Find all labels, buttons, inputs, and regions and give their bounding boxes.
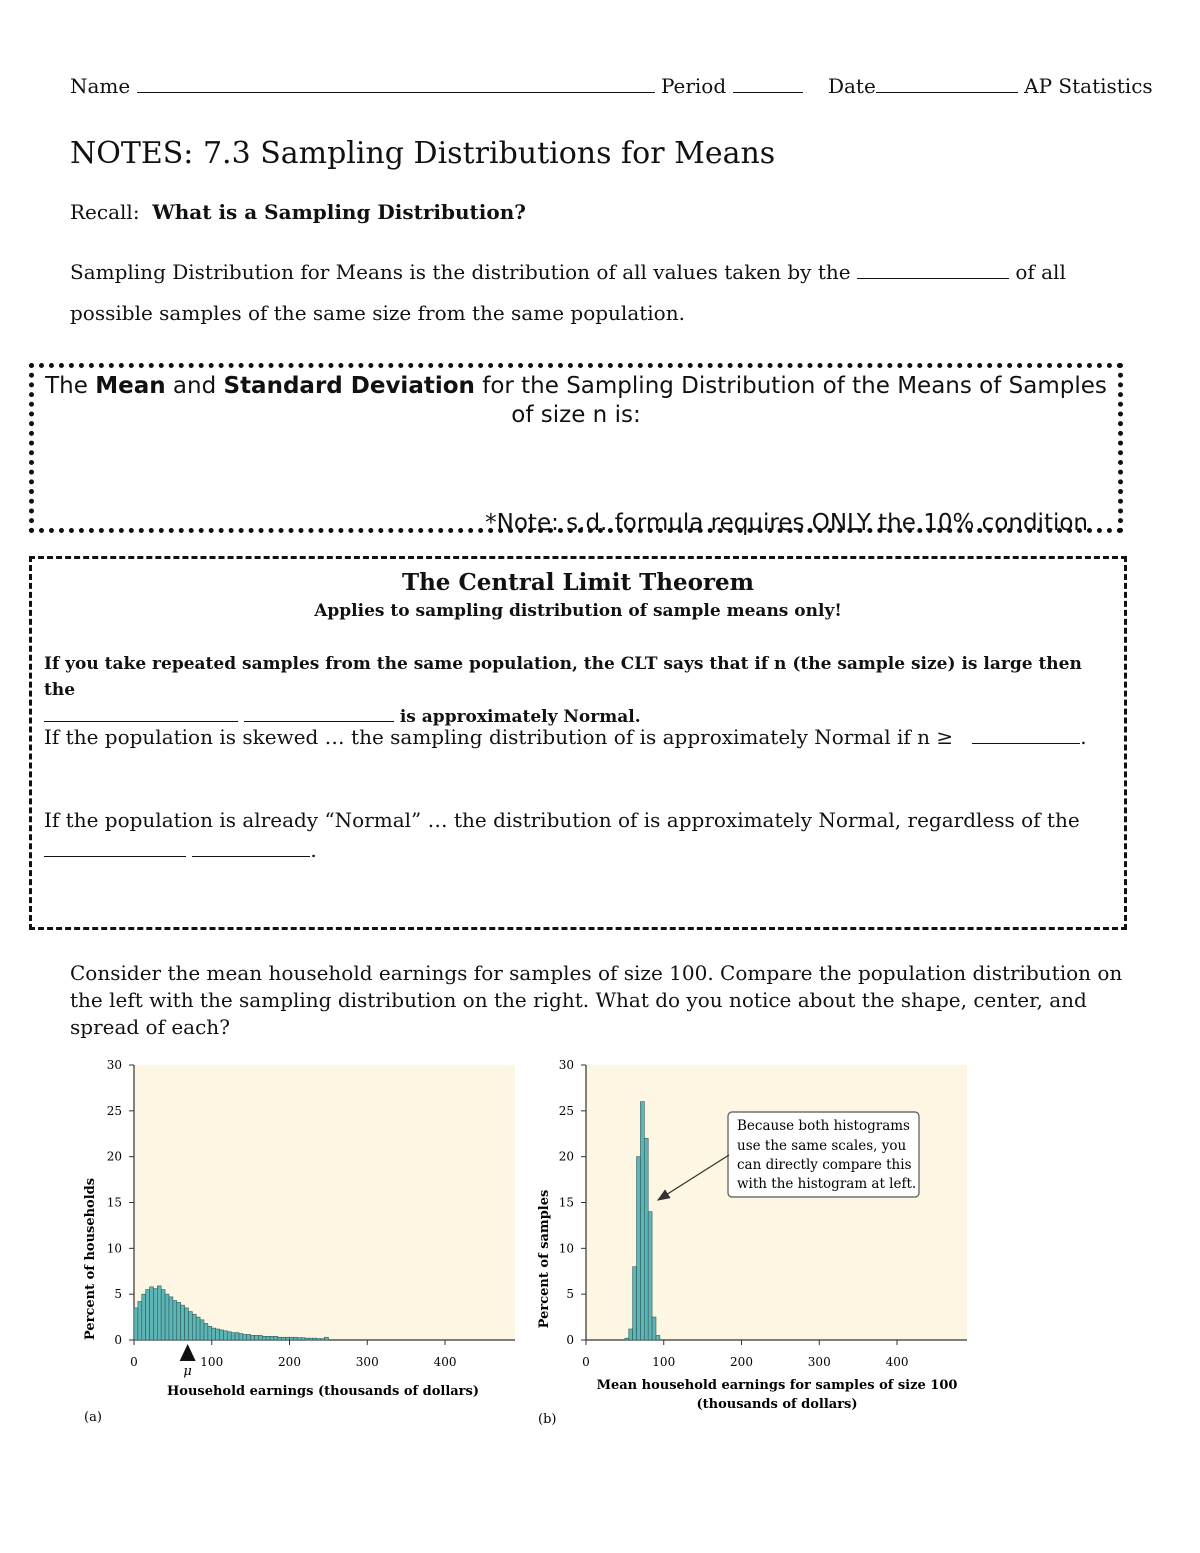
clt-normal-text: If the population is already “Normal” … the distribution of is approximately Normal, regardless of the xyxy=(44,808,1080,832)
histogram-bar xyxy=(633,1267,637,1340)
clt-blank-2[interactable] xyxy=(244,703,394,722)
x-tick-label: 100 xyxy=(200,1355,224,1369)
histogram-bar xyxy=(157,1286,161,1340)
x-tick-label: 400 xyxy=(885,1355,909,1369)
histogram-bar xyxy=(286,1337,290,1340)
panel-b-xlabel-line1: Mean household earnings for samples of size 100 xyxy=(596,1378,958,1393)
histogram-bar xyxy=(227,1332,231,1340)
clt-box xyxy=(29,556,1127,930)
panel-a-x-ticks xyxy=(130,1340,456,1369)
histogram-bar xyxy=(309,1338,313,1340)
histogram-bar xyxy=(262,1336,266,1340)
histogram-bar xyxy=(235,1333,239,1340)
y-tick-label: 0 xyxy=(114,1333,122,1347)
mean-sd-text-b: and xyxy=(165,373,224,399)
page-title: NOTES: 7.3 Sampling Distributions for Means xyxy=(70,136,776,171)
histogram-bar xyxy=(185,1308,189,1340)
histograms-figure xyxy=(0,1055,1200,1435)
clt-statement-start: If you take repeated samples from the same population, the CLT says that if n (the sample size) is large then the xyxy=(44,654,1082,700)
histogram-sampling xyxy=(537,1058,967,1427)
histogram-bar xyxy=(625,1338,629,1340)
histogram-bar xyxy=(251,1335,255,1340)
histogram-bar xyxy=(270,1336,274,1340)
panel-a-y-ticks xyxy=(107,1058,134,1347)
recall-line xyxy=(70,200,526,224)
clt-statement xyxy=(44,651,1104,730)
histogram-bar xyxy=(165,1294,169,1340)
mean-marker-icon xyxy=(180,1344,196,1361)
histogram-bar xyxy=(637,1157,641,1340)
recall-question: What is a Sampling Distribution? xyxy=(152,200,526,224)
histogram-bar xyxy=(169,1297,173,1340)
histogram-bar xyxy=(220,1330,224,1340)
x-tick-label: 300 xyxy=(807,1355,831,1369)
x-tick-label: 400 xyxy=(433,1355,457,1369)
definition-paragraph xyxy=(70,252,1130,334)
histogram-bar xyxy=(656,1335,660,1340)
histogram-bar xyxy=(313,1338,317,1340)
clt-subtitle: Applies to sampling distribution of sample means only! xyxy=(314,601,842,621)
definition-part1: Sampling Distribution for Means is the distribution of all values taken by the xyxy=(70,260,851,284)
histogram-bar xyxy=(134,1308,138,1340)
histogram-bar xyxy=(231,1333,235,1340)
clt-skewed-end: . xyxy=(1080,725,1087,749)
histogram-bar xyxy=(274,1336,278,1340)
histogram-bar xyxy=(223,1331,227,1340)
clt-skewed-text: If the population is skewed … the sampling distribution of is approximately Normal if n ≥ xyxy=(44,725,954,749)
histogram-bar xyxy=(293,1337,297,1340)
panel-b-y-ticks xyxy=(559,1058,586,1347)
date-label: Date xyxy=(827,74,876,98)
x-tick-label: 200 xyxy=(730,1355,753,1369)
mean-marker-label: μ xyxy=(183,1364,192,1379)
y-tick-label: 15 xyxy=(558,1195,574,1210)
panel-b-label: (b) xyxy=(538,1412,557,1427)
histogram-bar xyxy=(138,1302,142,1341)
histogram-population xyxy=(83,1058,515,1425)
clt-normal-blank-1[interactable] xyxy=(44,838,186,857)
mean-sd-text-a: The xyxy=(45,373,96,399)
y-tick-label: 30 xyxy=(106,1058,122,1072)
histogram-bar xyxy=(173,1301,177,1340)
annotation-line-3: can directly compare this xyxy=(737,1157,912,1173)
clt-skewed-line xyxy=(44,725,1087,749)
histogram-bar xyxy=(266,1336,270,1340)
y-tick-label: 20 xyxy=(106,1149,122,1164)
mean-sd-text-c: for the Sampling Distribution of the Means of Samples of size n is: xyxy=(474,373,1107,428)
y-tick-label: 30 xyxy=(558,1058,574,1072)
annotation-line-4: with the histogram at left. xyxy=(737,1176,917,1192)
histogram-bar xyxy=(305,1338,309,1340)
course-label: AP Statistics xyxy=(1024,74,1153,98)
clt-normal-end: . xyxy=(310,838,317,862)
period-label: Period xyxy=(660,74,727,98)
histogram-bar xyxy=(177,1302,181,1340)
histogram-bar xyxy=(321,1339,325,1340)
histogram-bar xyxy=(204,1324,208,1341)
histogram-bar xyxy=(150,1287,154,1340)
histogram-bar xyxy=(640,1102,644,1340)
histogram-bar xyxy=(188,1312,192,1340)
y-tick-label: 25 xyxy=(106,1103,122,1118)
y-tick-label: 25 xyxy=(558,1103,574,1118)
y-tick-label: 15 xyxy=(106,1195,122,1210)
x-tick-label: 300 xyxy=(355,1355,379,1369)
mean-sd-box xyxy=(29,363,1123,536)
panel-b-ylabel: Percent of samples xyxy=(537,1189,552,1329)
clt-normal-blank-2[interactable] xyxy=(192,838,310,857)
clt-statement-end: is approximately Normal. xyxy=(399,707,641,727)
histogram-bar xyxy=(142,1294,146,1340)
clt-blank-1[interactable] xyxy=(44,703,238,722)
y-tick-label: 0 xyxy=(566,1333,574,1347)
panel-a-label: (a) xyxy=(84,1410,102,1425)
recall-label: Recall: xyxy=(70,200,140,224)
consider-paragraph: Consider the mean household earnings for samples of size 100. Compare the population distribution on the left with the sampling distribution on the right. What do you notice about the shape, center, and spread of each? xyxy=(70,961,1123,1039)
annotation-line-1: Because both histograms xyxy=(737,1118,910,1134)
annotation-line-2: use the same scales, you xyxy=(737,1138,907,1154)
x-tick-label: 0 xyxy=(582,1355,590,1369)
histogram-bar xyxy=(278,1337,282,1340)
histogram-bar xyxy=(243,1335,247,1341)
mean-sd-bold-mean: Mean xyxy=(95,373,166,399)
histogram-bar xyxy=(258,1335,262,1340)
definition-blank[interactable] xyxy=(857,260,1009,279)
panel-a-ylabel: Percent of households xyxy=(83,1177,98,1341)
name-label: Name xyxy=(70,74,131,98)
date-field[interactable] xyxy=(876,74,1018,93)
histogram-bar xyxy=(629,1329,633,1340)
definition-part2: of all possible samples of the same size from the same population. xyxy=(70,260,1066,325)
mean-sd-heading xyxy=(34,372,1118,430)
histogram-bar xyxy=(644,1138,648,1340)
histogram-bar xyxy=(290,1337,294,1340)
name-field[interactable] xyxy=(137,74,655,93)
y-tick-label: 10 xyxy=(558,1241,574,1256)
histogram-bar xyxy=(153,1289,157,1340)
histogram-bar xyxy=(255,1335,259,1340)
sd-note: *Note: s.d. formula requires ONLY the 10% condition xyxy=(485,510,1088,536)
histogram-bar xyxy=(212,1328,216,1340)
histogram-bar xyxy=(325,1337,329,1340)
histogram-bar xyxy=(301,1338,305,1340)
clt-skewed-blank[interactable] xyxy=(972,725,1080,744)
histogram-bar xyxy=(648,1212,652,1340)
x-tick-label: 0 xyxy=(130,1355,138,1369)
histogram-bar xyxy=(146,1290,150,1340)
histogram-bar xyxy=(297,1338,301,1340)
y-tick-label: 5 xyxy=(566,1287,574,1302)
histogram-bar xyxy=(247,1335,251,1341)
y-tick-label: 5 xyxy=(114,1287,122,1302)
histogram-bar xyxy=(652,1317,656,1340)
x-tick-label: 200 xyxy=(278,1355,301,1369)
histogram-bar xyxy=(208,1326,212,1340)
mean-sd-bold-sd: Standard Deviation xyxy=(223,373,475,399)
histogram-bar xyxy=(181,1305,185,1340)
histogram-bar xyxy=(239,1334,243,1340)
histogram-bar xyxy=(282,1337,286,1340)
panel-b-x-ticks xyxy=(582,1340,908,1369)
header-line xyxy=(70,74,1153,98)
y-tick-label: 20 xyxy=(558,1149,574,1164)
period-field[interactable] xyxy=(733,74,803,93)
panel-b-xlabel-line2: (thousands of dollars) xyxy=(696,1397,858,1412)
histogram-bar xyxy=(200,1320,204,1340)
x-tick-label: 100 xyxy=(652,1355,676,1369)
y-tick-label: 10 xyxy=(106,1241,122,1256)
histogram-bar xyxy=(216,1329,220,1340)
panel-a-background xyxy=(134,1065,515,1340)
clt-title: The Central Limit Theorem xyxy=(401,569,755,596)
histogram-bar xyxy=(196,1317,200,1340)
histogram-bar xyxy=(161,1290,165,1340)
clt-normal-line xyxy=(44,805,1104,865)
panel-a-xlabel: Household earnings (thousands of dollars) xyxy=(166,1384,480,1399)
histogram-bar xyxy=(317,1339,321,1340)
histogram-bar xyxy=(192,1314,196,1340)
